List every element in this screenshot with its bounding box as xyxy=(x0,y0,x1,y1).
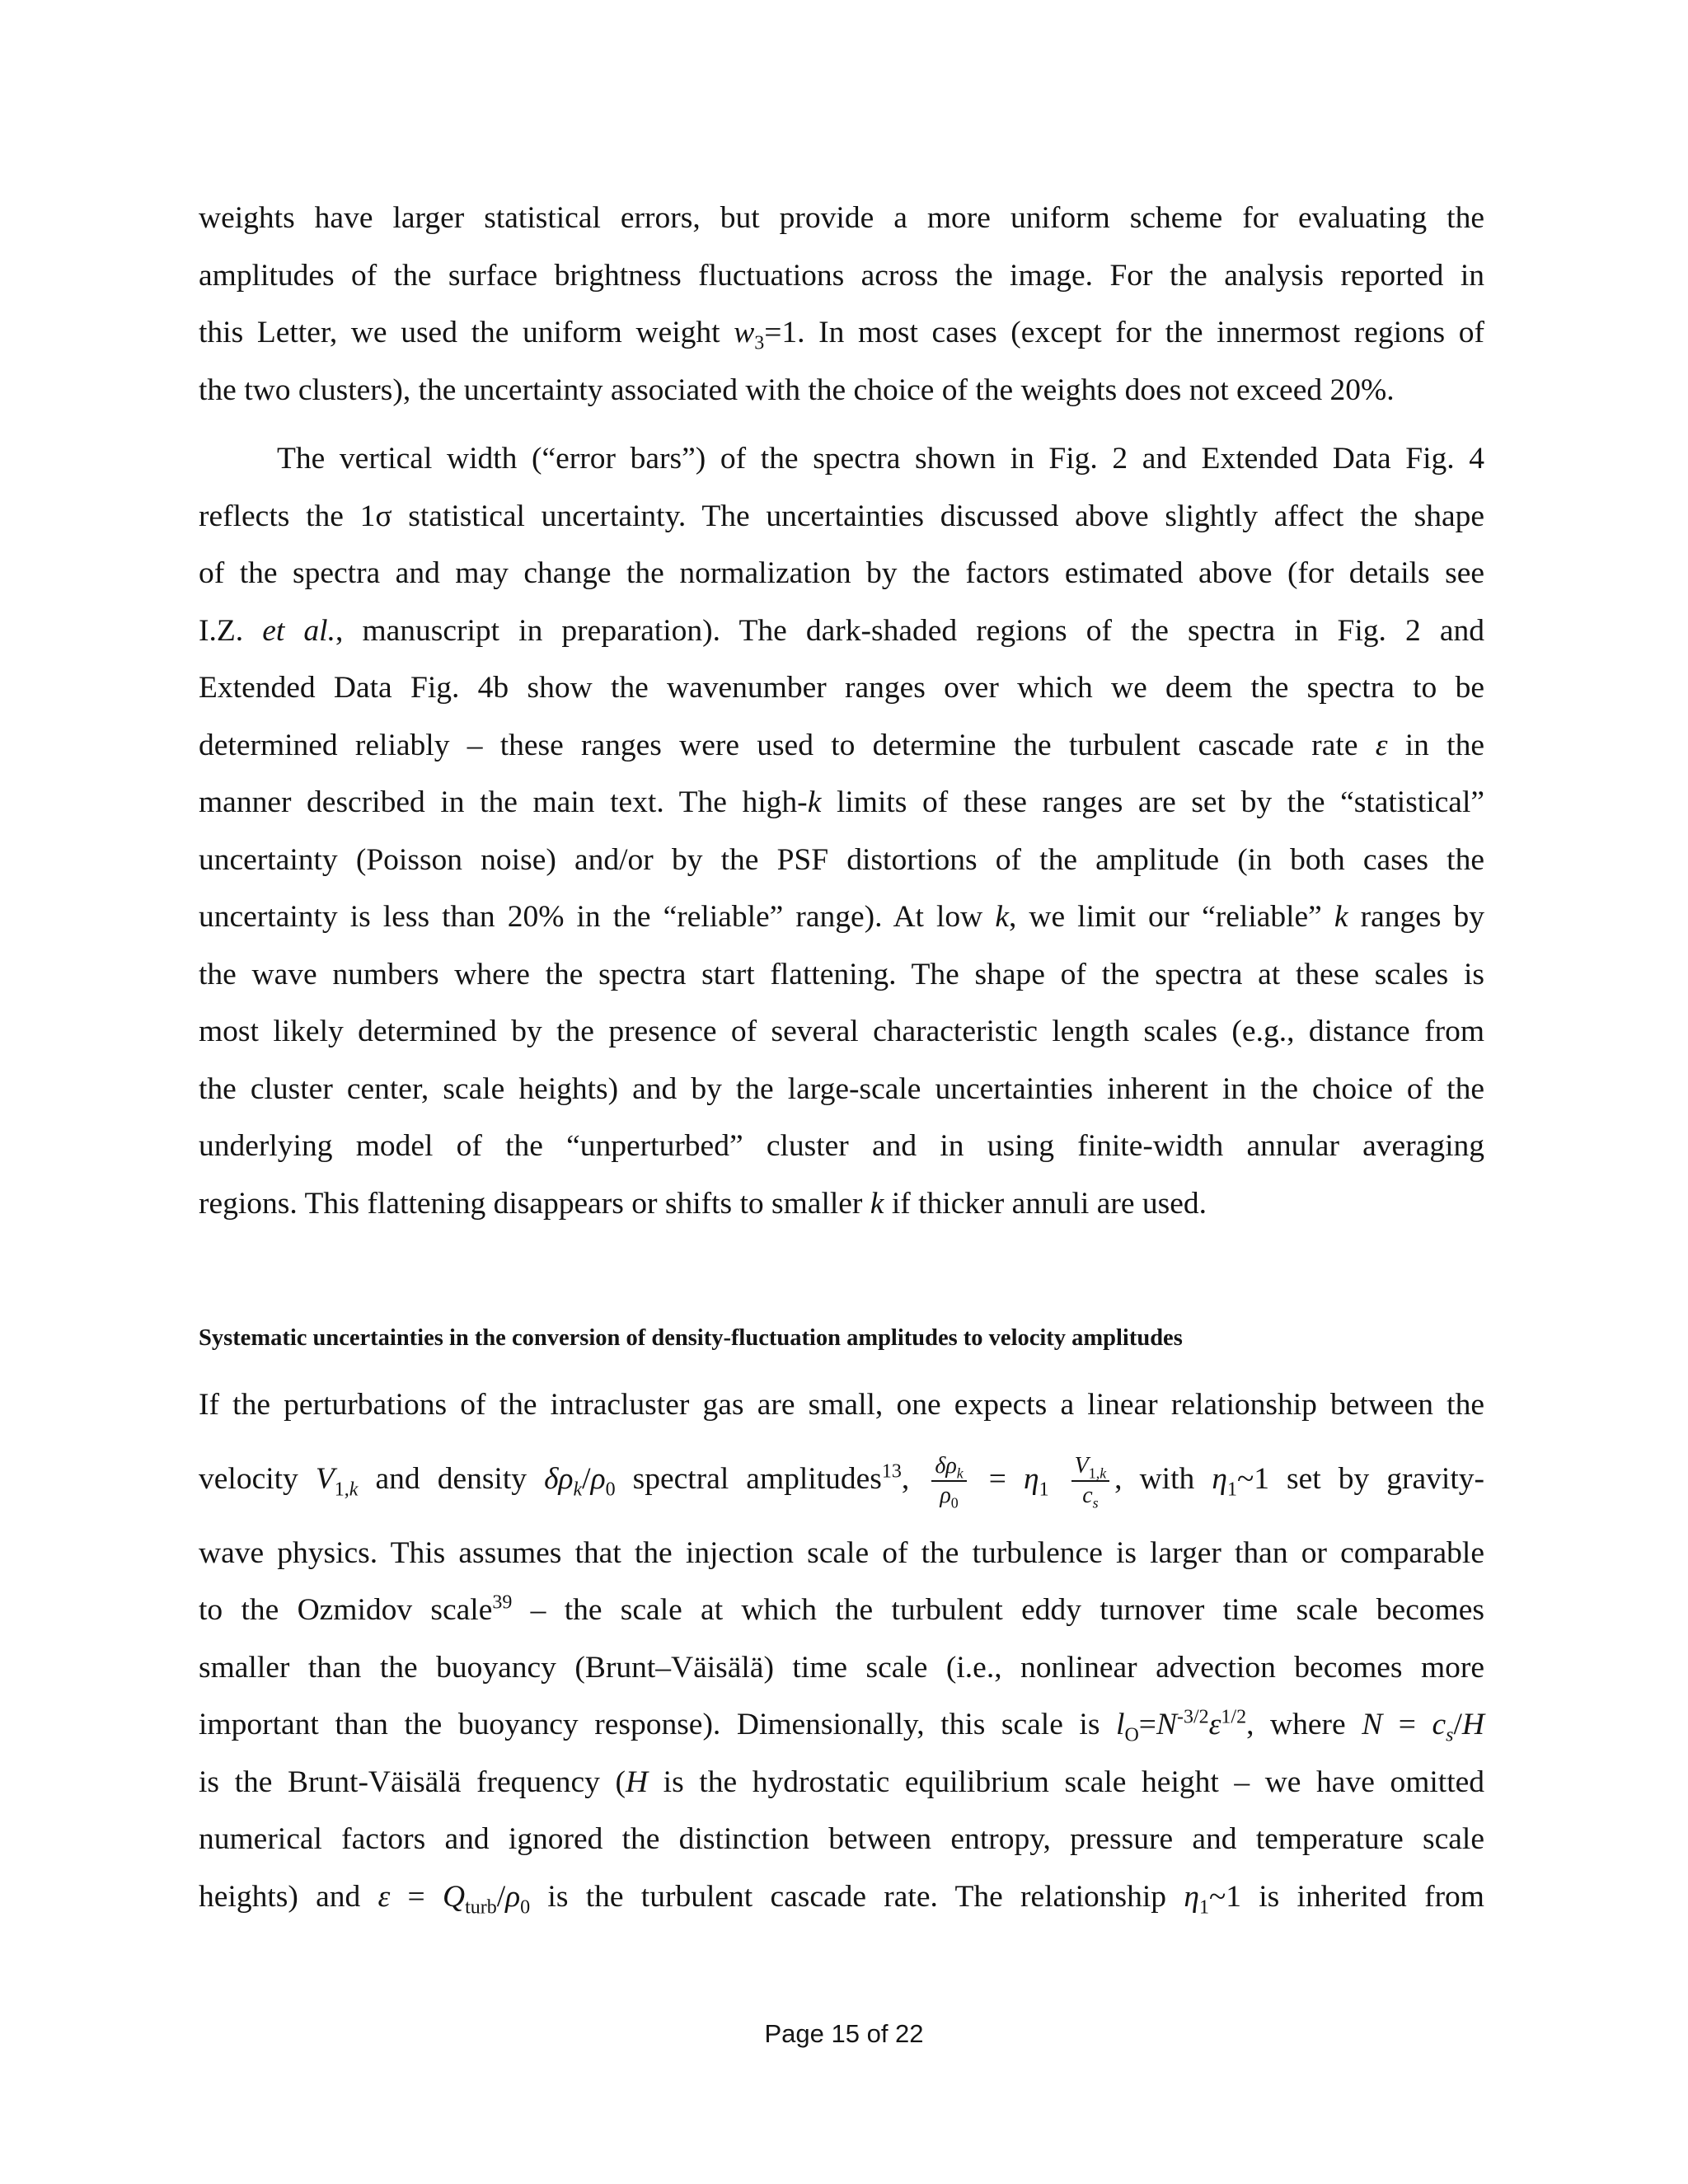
text-line: heights) and $\varepsilon = Q_{turb}/\rho_0$ is the turbulent cascade rate. The relationship $\eta_1\sim 1$ is inherited from xyxy=(199,1879,1484,1918)
text-line: wave physics. This assumes that the injection scale of the turbulence is larger than or comparable xyxy=(199,1535,1484,1570)
text-line: the wave numbers where the spectra start flattening. The shape of the spectra at these scales is xyxy=(199,957,1484,991)
paragraph-weights xyxy=(199,190,1484,419)
text-line: The vertical width (“error bars”) of the spectra shown in Fig. 2 and Extended Data Fig. 4 xyxy=(277,442,1484,476)
text-line: of the spectra and may change the normalization by the factors estimated above (for details see xyxy=(199,556,1484,590)
text-line: weights have larger statistical errors, but provide a more uniform scheme for evaluating the xyxy=(199,201,1484,235)
text-line: important than the buoyancy response). Dimensionally, this scale is $l_O=N^{-3/2}\varepsilon^{1/2}$, where $N = c_s/H$ xyxy=(199,1706,1485,1746)
text-line: most likely determined by the presence of several characteristic length scales (e.g., distance from xyxy=(199,1015,1484,1048)
fraction-velocity: $\frac{V_{1,k}}{c_s}$ xyxy=(1071,1452,1110,1510)
section-heading: Systematic uncertainties in the conversion of density-fluctuation amplitudes to velocity amplitudes xyxy=(199,1325,1183,1351)
text-line: to the Ozmidov scale$^{39}$ – the scale at which the turbulent eddy turnover time scale becomes xyxy=(199,1591,1485,1627)
paragraph-error-bars xyxy=(199,430,1484,1232)
text-line: If the perturbations of the intracluster gas are small, one expects a linear relationship between the xyxy=(199,1388,1484,1422)
text-line: reflects the 1σ statistical uncertainty. The uncertainties discussed above slightly affect the shape xyxy=(199,499,1484,533)
text-line: Extended Data Fig. 4b show the wavenumber ranges over which we deem the spectra to be xyxy=(199,671,1484,705)
text-line: the cluster center, scale heights) and by the large-scale uncertainties inherent in the choice of the xyxy=(199,1071,1484,1106)
page-number: Page 15 of 22 xyxy=(764,2019,924,2048)
fraction-density: $\frac{\delta\rho_k}{\rho_0}$ xyxy=(931,1452,966,1510)
text-line: the two clusters), the uncertainty associated with the choice of the weights does not exceed 20%. xyxy=(199,373,1395,407)
text-line: smaller than the buoyancy (Brunt–Väisälä) time scale (i.e., nonlinear advection becomes more xyxy=(199,1650,1484,1685)
text-line: manner described in the main text. The high-k limits of these ranges are set by the “statistical” xyxy=(199,785,1485,819)
text-line: uncertainty (Poisson noise) and/or by the PSF distortions of the amplitude (in both cases the xyxy=(199,842,1484,877)
text-line: regions. This flattening disappears or shifts to smaller k if thicker annuli are used. xyxy=(199,1186,1207,1221)
text-line: numerical factors and ignored the distinction between entropy, pressure and temperature scale xyxy=(199,1822,1484,1856)
text-line: underlying model of the “unperturbed” cluster and in using finite-width annular averaging xyxy=(199,1129,1484,1163)
text-line: is the Brunt-Väisälä frequency (H is the hydrostatic equilibrium scale height – we have omitted xyxy=(199,1765,1485,1799)
text-line: amplitudes of the surface brightness fluctuations across the image. For the analysis reported in xyxy=(199,258,1484,293)
text-line: I.Z. et al., manuscript in preparation). The dark-shaded regions of the spectra in Fig. 2 and xyxy=(199,613,1484,648)
text-line: this Letter, we used the uniform weight $w_3=1$. In most cases (except for the innermost regions of xyxy=(199,316,1484,354)
text-line-equation: velocity $V_{1,k}$ and density $\delta\rho_k/\rho_0$ spectral amplitudes$^{13}$, $\frac{\delta\rho_k}{\rho_0}$ = $\eta_1$ $\frac{V_{1,k}}{c_s}$ , with $\eta_1\sim 1$ set by gravity- xyxy=(199,1452,1485,1511)
text-line: uncertainty is less than 20% in the “reliable” range). At low k, we limit our “reliable” k ranges by xyxy=(199,900,1485,934)
paragraph-conversion xyxy=(199,1376,1484,1925)
text-line: determined reliably – these ranges were used to determine the turbulent cascade rate ε in the xyxy=(199,728,1484,762)
